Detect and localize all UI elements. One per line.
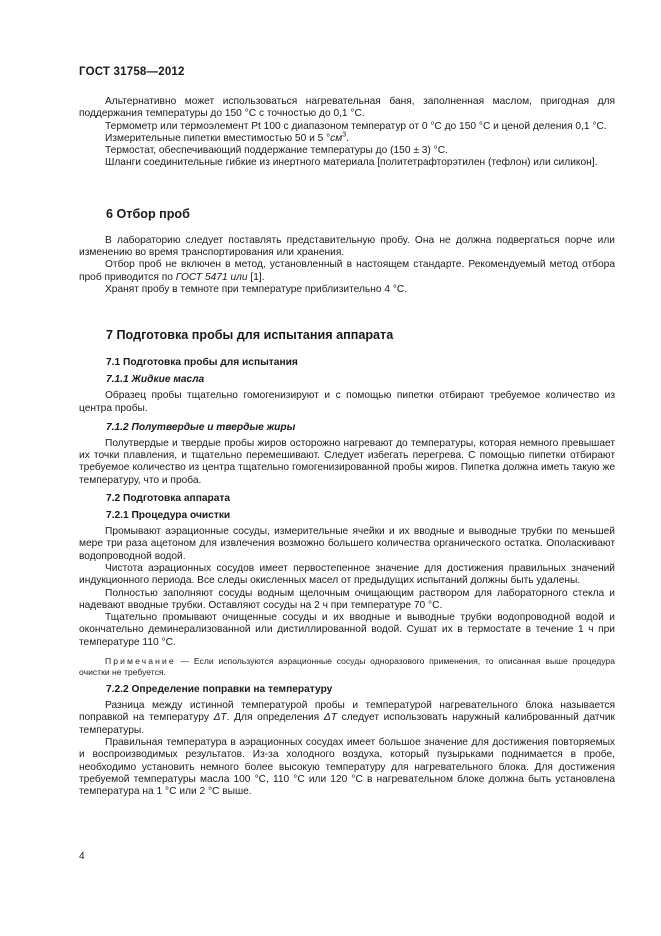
paragraph: Термостат, обеспечивающий поддержание температуры до (150 ± 3) °C. xyxy=(105,145,448,157)
subsection-heading-7-2-1: 7.2.1 Процедура очистки xyxy=(106,510,231,522)
paragraph: Измерительные пипетки вместимостью 50 и 5 $^\circ см^3$. xyxy=(105,131,349,144)
note-label: Примечание xyxy=(105,656,176,667)
document-header: ГОСТ 31758—2012 xyxy=(79,66,185,78)
paragraph: Термометр или термоэлемент Pt 100 с диапазоном температур от 0 °C до 150 °C и ценой деления 0,1 °C. xyxy=(105,120,607,132)
subsection-heading-7-2-2: 7.2.2 Определение поправки на температуру xyxy=(106,684,333,696)
paragraph: Разница между истинной температурой пробы и температурой нагревательного блока называется поправкой на температуру ΔT. Для определения ΔT следует использовать наружный калиброванный датчик температуры. xyxy=(79,700,616,736)
page-number: 4 xyxy=(79,851,85,862)
subsection-heading-7-1: 7.1 Подготовка пробы для испытания xyxy=(106,357,298,369)
section-heading-7: 7 Подготовка пробы для испытания аппарата xyxy=(106,328,394,343)
document-body xyxy=(79,96,615,798)
paragraph: Шланги соединительные гибкие из инертного материала [политетрафторэтилен (тефлон) или силикон]. xyxy=(105,157,598,169)
paragraph: Отбор проб не включен в метод, установленный в настоящем стандарте. Рекомендуемый метод отбора проб приводится по ГОСТ 5471 или [1]. xyxy=(79,259,615,283)
paragraph: Чистота аэрационных сосудов имеет первостепенное значение для достижения правильных значений индукционного периода. Все следы окисленных масел от предыдущих испытаний должны быть удалены. xyxy=(79,562,615,587)
subsection-heading-7-1-2: 7.1.2 Полутвердые и твердые жиры xyxy=(106,421,296,433)
paragraph: Тщательно промывают очищенные сосуды и их вводные и выводные трубки водопроводной водой и окончательно деминерализованной или дистиллированной водой. Сушат их в термостате в течение 1 ч при температуре 110 °C. xyxy=(79,612,615,648)
section-heading-6: 6 Отбор проб xyxy=(106,206,190,221)
paragraph: Образец пробы тщательно гомогенизируют и с помощью пипетки отбирают требуемое количество из центра пробы. xyxy=(79,390,615,414)
paragraph: Альтернативно может использоваться нагревательная баня, заполненная маслом, пригодная для поддержания температуры до 150 °C с точностью до 0,1 °C. xyxy=(79,96,615,120)
paragraph: Хранят пробу в темноте при температуре приблизительно 4 °C. xyxy=(105,283,408,295)
subsection-heading-7-1-1: 7.1.1 Жидкие масла xyxy=(106,374,205,386)
paragraph: Полутвердые и твердые пробы жиров осторожно нагревают до температуры, которая немного превышает их точки плавления, и тщательно перемешивают. Следует избегать перегрева. С помощью пипетки отбирают требуемое количество из центра тщательно гомогенизированной пробы жиров. Пипетка должна иметь такую же температуру, что и проба. xyxy=(79,437,615,486)
paragraph: В лабораторию следует поставлять представительную пробу. Она не должна подвергаться порче или изменению во время транспортирования или хранения. xyxy=(79,234,615,259)
paragraph: Промывают аэрационные сосуды, измерительные ячейки и их вводные и выводные трубки по меньшей мере три раза ацетоном для извлечения возможно большего количества органического остатка. Ополаскивают водопроводной водой. xyxy=(79,526,615,562)
subsection-heading-7-2: 7.2 Подготовка аппарата xyxy=(106,493,231,505)
paragraph: Правильная температура в аэрационных сосудах имеет большое значение для достижения повторяемых и воспроизводимых результатов. Из-за холодного воздуха, который пузырьками поднимается в пробе, необходимо установить немного более высокую температуру для нагревательного блока. Для достижения требуемой температуры масла 100 °C, 110 °C или 120 °C в нагревательном блоке должна быть установлена температура на 1 °C или 2 °C выше. xyxy=(79,736,615,798)
note: Примечание — Если используются аэрационные сосуды одноразового применения, то описанная выше процедура очистки не требуется. xyxy=(79,656,615,678)
paragraph: Полностью заполняют сосуды водным щелочным очищающим раствором для лабораторного стекла и надевают вводные трубки. Оставляют сосуды на 2 ч при температуре 70 °C. xyxy=(79,587,615,611)
